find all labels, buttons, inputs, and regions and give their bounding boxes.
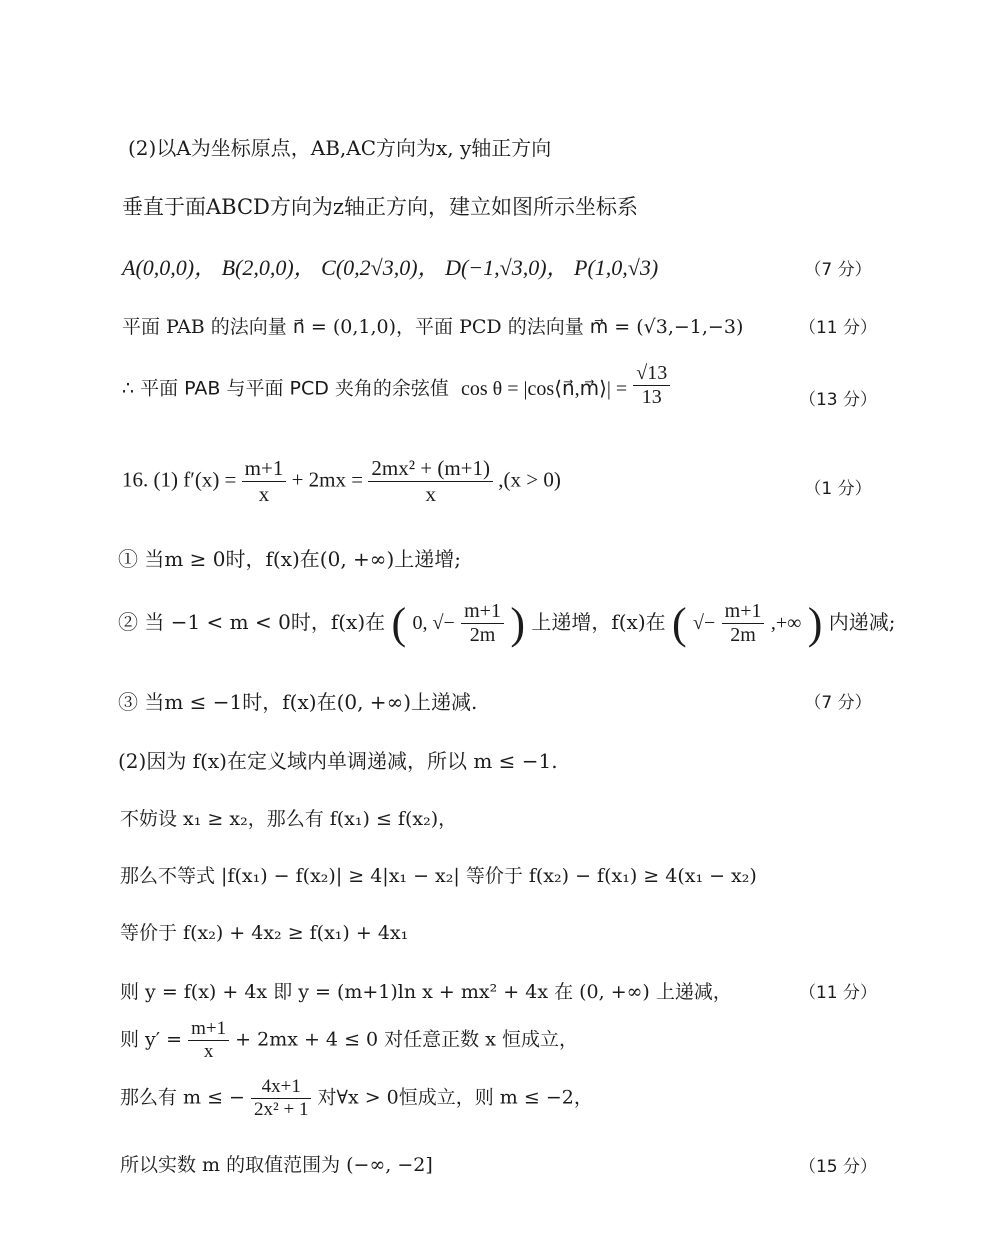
solution-line-normal-vectors: 平面 PAB 的法向量 n⃗ = (0,1,0)，平面 PCD 的法向量 m⃗ = (√3,−1,−3) [122,316,744,338]
case-2-fraction-2-num: m+1 [724,600,762,622]
part2-line-7 [120,1076,593,1121]
bound-num: 4x+1 [261,1076,301,1097]
part2-line-6 [120,1018,578,1063]
cosine-expression: cos θ = |cos⟨n⃗,m⃗⟩| = [460,377,628,400]
part2-line-5: 则 y = f(x) + 4x 即 y = (m+1)ln x + mx² + 4x 在 (0, +∞) 上递减， [120,981,732,1003]
bound-fraction [251,1076,311,1121]
case-3: ③ 当m ≤ −1时，f(x)在(0, +∞)上递减. [118,690,478,714]
derivative-y-prefix: 则 y′ = [120,1028,183,1051]
derivative-fraction-1-den: x [242,481,287,507]
case-2-decrease: 内递减; [828,610,896,634]
derivative-prefix: 16. (1) f′(x) = [122,467,237,492]
right-paren-2: ) [807,599,823,648]
derivative-fraction-2-den: x [368,481,493,507]
score-11-b: （11 分） [798,983,878,1003]
derivative-fraction-1 [242,456,287,507]
bound-den: 2x² + 1 [251,1098,311,1121]
part2-line-1: (2)因为 f(x)在定义域内单调递减，所以 m ≤ −1. [118,749,558,773]
derivative-mid: + 2mx = [291,467,364,492]
solution-line-points: A(0,0,0)， B(2,0,0)， C(0,2√3,0)， D(−1,√3,0)， P(1,0,√3) [122,255,659,280]
left-paren-1: ( [391,599,407,648]
derivative-y-num: m+1 [191,1018,227,1039]
derivative-suffix: ,(x > 0) [498,467,561,492]
case-2-condition: ② 当 −1 < m < 0时，f(x)在 [118,610,386,634]
case-2-fraction-2-den: 2m [722,623,765,647]
case-2-infinity: ,+∞ [770,612,802,634]
bound-suffix: 对∀x > 0恒成立，则 m ≤ −2， [317,1086,593,1109]
cosine-fraction [633,362,670,409]
case-2-fraction-1-den: 2m [461,623,504,647]
problem16-derivative [122,456,561,507]
right-paren-1: ) [510,599,525,648]
case-2-interval-start: 0, √− [412,612,455,634]
cosine-denominator: 13 [633,385,670,409]
score-7-b: （7 分） [804,693,872,713]
part2-line-3: 那么不等式 |f(x₁) − f(x₂)| ≥ 4|x₁ − x₂| 等价于 f(x₂) − f(x₁) ≥ 4(x₁ − x₂) [120,865,757,887]
part2-line-8: 所以实数 m 的取值范围为 (−∞, −2] [120,1154,433,1176]
derivative-fraction-1-num: m+1 [244,456,284,480]
score-15: （15 分） [798,1157,878,1177]
derivative-y-den: x [188,1040,229,1063]
case-2-fraction-1 [461,600,504,647]
case-1: ① 当m ≥ 0时，f(x)在(0, +∞)上递增; [118,547,462,571]
cosine-text: ∴ 平面 PAB 与平面 PCD 夹角的余弦值 [122,377,449,400]
case-2 [118,598,896,649]
cosine-numerator: √13 [636,362,668,384]
solution-line-cosine [122,362,670,409]
derivative-fraction-2-num: 2mx² + (m+1) [371,456,491,480]
score-11-a: （11 分） [798,318,878,338]
bound-prefix: 那么有 m ≤ − [120,1086,245,1109]
solution-line-coordinate-origin: (2)以A为坐标原点，AB,AC方向为x, y轴正方向 [128,136,552,160]
part2-line-4: 等价于 f(x₂) + 4x₂ ≥ f(x₁) + 4x₁ [120,922,409,944]
case-2-fraction-2 [722,600,765,647]
score-1: （1 分） [804,479,872,499]
part2-line-2: 不妨设 x₁ ≥ x₂，那么有 f(x₁) ≤ f(x₂)， [120,808,458,830]
score-7: （7 分） [804,260,872,280]
score-13: （13 分） [798,390,878,410]
case-2-increase: 上递增，f(x)在 [531,610,666,634]
derivative-fraction-2 [368,456,493,507]
derivative-y-suffix: + 2mx + 4 ≤ 0 对任意正数 x 恒成立， [235,1028,578,1051]
left-paren-2: ( [672,599,687,648]
case-2-sqrt: √− [693,612,716,634]
case-2-fraction-1-num: m+1 [464,600,501,622]
derivative-y-fraction [188,1018,229,1063]
solution-line-z-axis: 垂直于面ABCD方向为z轴正方向，建立如图所示坐标系 [122,195,638,219]
